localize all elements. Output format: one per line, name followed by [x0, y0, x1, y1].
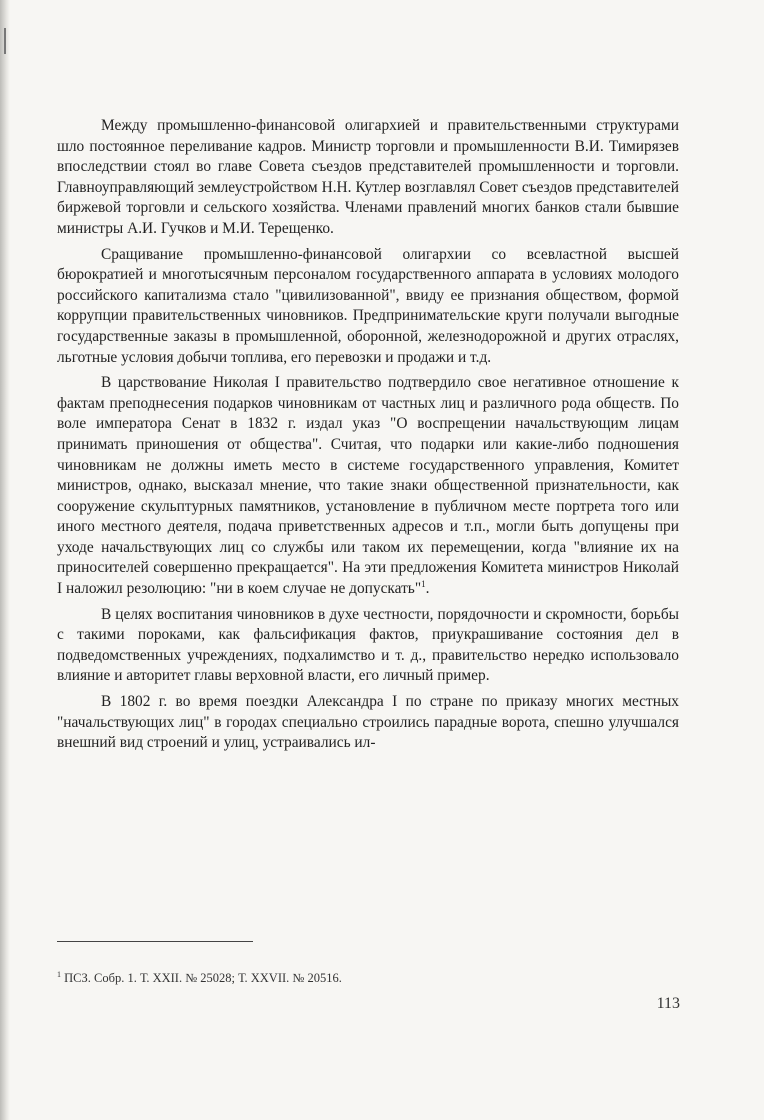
- paragraph-2: Сращивание промышленно-финансовой олигархии со всевластной высшей бюрократией и многотысячным персоналом государственного аппарата в условиях молодого российского капитализма стало "цивилизованной", ввиду ее признания обществом, формой коррупции правительственных чиновников. Предпринимательские круги получали выгодные государственные заказы в промышленной, оборонной, железнодорожной и других отраслях, льготные условия добычи топлива, его перевозки и продажи и т.д.: [57, 245, 679, 366]
- footnote-divider: [57, 941, 253, 942]
- page-edge-shadow: [0, 0, 10, 1120]
- body-text: [57, 116, 679, 759]
- paragraph-4: В целях воспитания чиновников в духе честности, порядочности и скромности, борьбы с такими пороками, как фальсификация фактов, приукрашивание состояния дел в подведомственных учреждениях, подхалимство и т. д., правительство нередко использовало влияние и авторитет главы верховной власти, его личный пример.: [57, 605, 679, 685]
- binding-mark: [4, 28, 6, 54]
- paragraph-1: Между промышленно-финансовой олигархией и правительственными структурами шло постоянное переливание кадров. Министр торговли и промышленности В.И. Тимирязев впоследствии стоял во главе Совета съездов представителей промышленности и торговли. Главноуправляющий землеустройством Н.Н. Кутлер возглавлял Совет съездов представителей биржевой торговли и сельского хозяйства. Членами правлений многих банков стали бывшие министры А.И. Гучков и М.И. Терещенко.: [57, 117, 679, 237]
- footnote-reference[interactable]: 1: [421, 578, 426, 589]
- paragraph-3-text: В царствование Николая I правительство подтвердило свое негативное отношение к фактам преподнесения подарков чиновникам от частных лиц и различного рода обществ. По воле императора Сенат в 1832 г. издал указ "О воспрещении начальствующим лицам принимать приношения от общества". Считая, что подарки или какие-либо подношения чиновникам не должны иметь место в системе государственного управления, Комитет министров, однако, высказал мнение, что такие знаки общественной признательности, как сооружение скульптурных памятников, установление в публичном месте портрета того или иного местного деятеля, подача приветственных адресов и т.п., могли быть допущены при уходе начальствующих лиц со службы или таком их перемещении, когда "влияние их на приносителей совершенно прекращается". На эти предложения Комитета министров Николай I наложил резолюцию: "ни в коем случае не допускать": [57, 374, 679, 598]
- paragraph-3: В царствование Николая I правительство подтвердило свое негативное отношение к фактам преподнесения подарков чиновникам от частных лиц и различного рода обществ. По воле императора Сенат в 1832 г. издал указ "О воспрещении начальствующим лицам принимать приношения от общества". Считая, что подарки или какие-либо подношения чиновникам не должны иметь место в системе государственного управления, Комитет министров, однако, высказал мнение, что такие знаки общественной признательности, как сооружение скульптурных памятников, установление в публичном месте портрета того или иного местного деятеля, подача приветственных адресов и т.п., могли быть допущены при уходе начальствующих лиц со службы или таком их перемещении, когда "влияние их на приносителей совершенно прекращается". На эти предложения Комитета министров Николай I наложил резолюцию: "ни в коем случае не допускать"$^1$.: [57, 374, 679, 598]
- paragraph-5: В 1802 г. во время поездки Александра I по стране по приказу многих местных "начальствующих лиц" в городах специально строились парадные ворота, спешно улучшался внешний вид строений и улиц, устраивались ил-: [57, 693, 679, 752]
- page-number: 113: [656, 995, 680, 1012]
- footnote: [57, 967, 677, 986]
- footnote-text: ПСЗ. Собр. 1. Т. XXII. № 25028; Т. XXVII. № 20516.: [61, 971, 342, 986]
- footnote-marker: 1: [57, 970, 61, 979]
